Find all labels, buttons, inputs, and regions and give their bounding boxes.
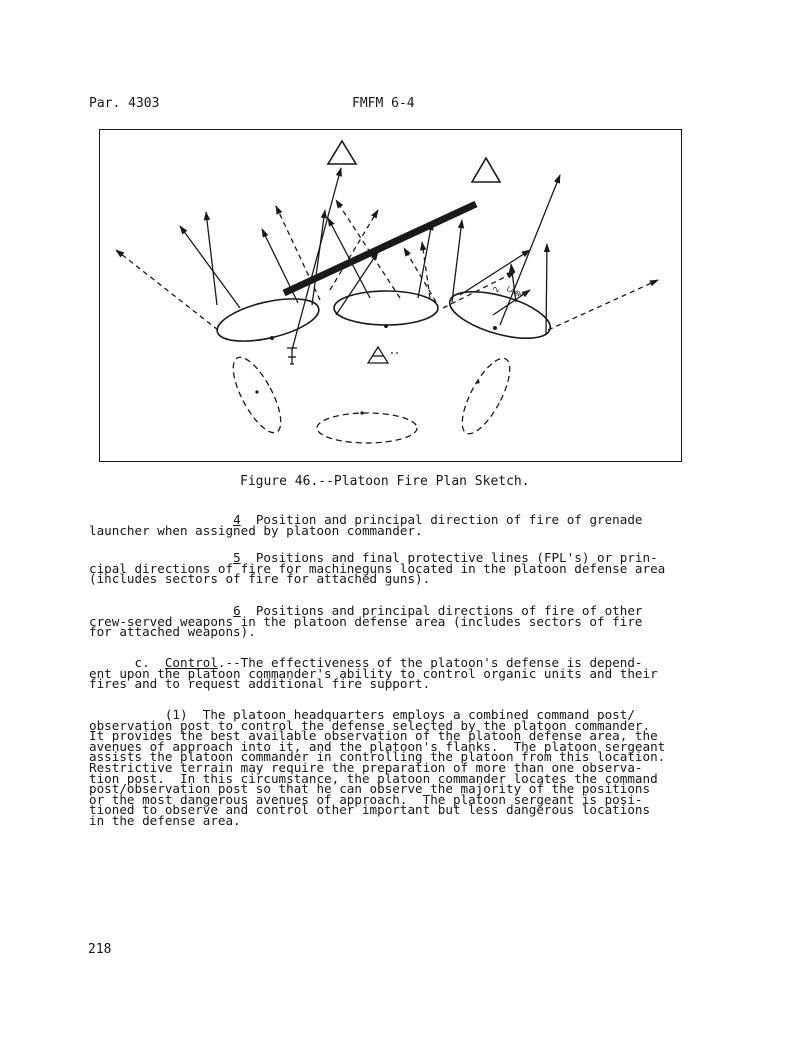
item-6-line-3: for attached weapons). xyxy=(89,624,256,640)
left-dashed-fire-arrow-1 xyxy=(116,250,218,330)
center-dashed-fire-arrow-3 xyxy=(404,248,436,302)
paragraph-item-5 xyxy=(89,550,689,587)
sub1-line-8: post/observation post so that he can observe the majority of the positions xyxy=(89,781,651,797)
control-line-2: ent upon the platoon commander's ability to control organic units and their xyxy=(89,665,658,681)
target-reference-point-1-icon xyxy=(328,141,356,164)
cp-dot-2 xyxy=(396,352,398,354)
laaw-label: LAAW xyxy=(505,284,524,300)
platoon-fire-plan-sketch xyxy=(99,129,682,462)
sub1-line-7: tion post. In this circumstance, the platoon commander locates the command xyxy=(89,770,658,786)
figure-caption: Figure 46.--Platoon Fire Plan Sketch. xyxy=(240,474,530,489)
machinegun-position-icon xyxy=(287,348,297,364)
squad-position-center xyxy=(334,291,438,325)
item-5-line-2: cipal directions of fire for machineguns located in the platoon defense area xyxy=(89,560,666,576)
page-number: 218 xyxy=(88,942,112,957)
item-number: 6 xyxy=(233,603,241,618)
sub1-line-9: or the most dangerous avenues of approach. The platoon sergeant is posi- xyxy=(89,791,643,807)
alt-left-dot xyxy=(255,390,258,393)
section-title: Control xyxy=(164,655,218,670)
item-4-line-1: Position and principal direction of fire of grenade xyxy=(255,512,643,527)
sub1-line-4: avenues of approach into it, and the platoon's flanks. The platoon sergeant xyxy=(89,738,666,754)
paragraph-reference: Par. 4303 xyxy=(89,96,160,111)
center-dashed-fire-arrow-1 xyxy=(336,200,400,298)
squad-position-left xyxy=(213,291,322,349)
sub1-line-1: (1) The platoon headquarters employs a combined command post/ xyxy=(164,707,635,722)
target-reference-point-2-icon xyxy=(472,158,500,182)
gun-number-label: 2 xyxy=(491,285,502,295)
sub1-line-2: observation post to control the defense selected by the platoon commander. xyxy=(89,717,651,733)
item-5-line-3: (includes sectors of fire for attached guns). xyxy=(89,571,431,587)
sub1-line-3: It provides the best available observation of the platoon defense area, the xyxy=(89,728,658,744)
right-sector-fire-arrow-4 xyxy=(546,244,547,335)
final-protective-line xyxy=(284,204,476,293)
alternate-position-right xyxy=(453,352,519,440)
paragraph-item-6 xyxy=(89,603,689,640)
right-sector-fire-arrow-1 xyxy=(452,220,462,302)
item-5-line-1: Positions and final protective lines (FPL's) or prin- xyxy=(255,550,658,565)
fire-plan-diagram xyxy=(100,130,683,463)
subparagraph-1 xyxy=(89,707,689,828)
sub1-line-11: in the defense area. xyxy=(89,812,241,828)
alternate-position-left xyxy=(224,351,290,439)
right-dashed-fire-arrow-2 xyxy=(548,280,658,330)
paragraph-item-4 xyxy=(89,512,689,538)
control-line-3: fires and to request additional fire support. xyxy=(89,676,431,692)
sub1-line-5: assists the platoon commander in controlling the platoon from this location. xyxy=(89,749,666,765)
left-sector-fire-arrow-4 xyxy=(312,210,325,305)
sub1-line-10: tioned to observe and control other important but less dangerous locations xyxy=(89,802,651,818)
alt-center-dot xyxy=(360,411,363,414)
manual-identifier: FMFM 6-4 xyxy=(352,96,415,111)
right-squad-dot xyxy=(493,326,497,330)
section-label: c. xyxy=(134,655,150,670)
left-squad-dot xyxy=(270,336,274,340)
machinegun-fire-line-to-tri1 xyxy=(292,168,341,350)
alt-right-dot xyxy=(476,380,479,383)
sub1-line-6: Restrictive terrain may require the preparation of more than one observa- xyxy=(89,759,643,775)
paragraph-control xyxy=(89,655,689,692)
command-post-icon xyxy=(368,347,388,363)
item-4-line-2: launcher when assigned by platoon commander. xyxy=(89,522,423,538)
center-squad-dot xyxy=(384,324,388,328)
item-number: 5 xyxy=(233,550,241,565)
cp-dot-1 xyxy=(391,352,393,354)
item-number: 4 xyxy=(233,512,241,527)
left-sector-fire-arrow-2 xyxy=(180,226,240,308)
left-sector-fire-arrow-1 xyxy=(206,212,217,305)
control-line-1: .--The effectiveness of the platoon's defense is depend- xyxy=(217,655,643,670)
item-6-line-1: Positions and principal directions of fire of other xyxy=(255,603,643,618)
item-6-line-2: crew-served weapons in the platoon defense area (includes sectors of fire xyxy=(89,613,643,629)
alternate-position-center xyxy=(317,413,417,443)
